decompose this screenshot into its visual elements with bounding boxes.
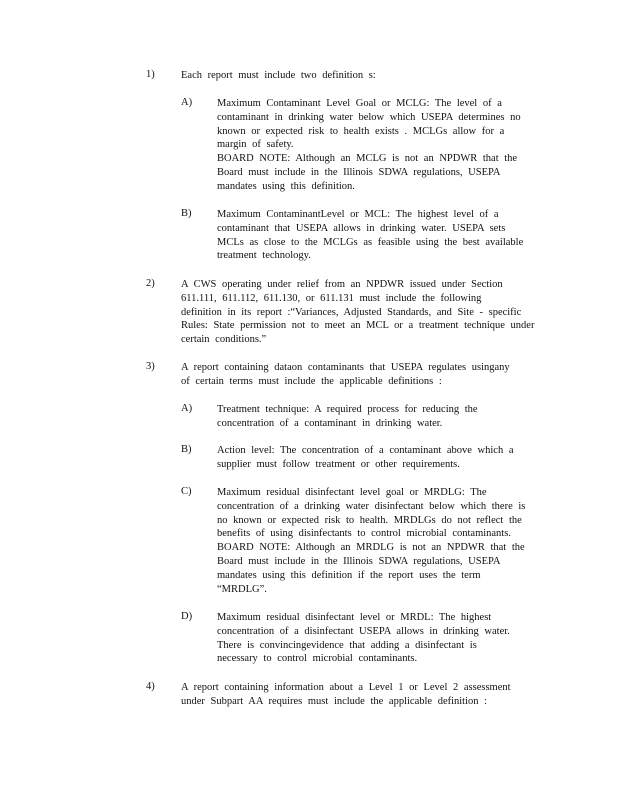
item-line: under Subpart AA requires must include the applicable definition : [181,695,488,707]
sub-item-text [217,444,539,472]
board-note-line: BOARD NOTE: Although an MCLG is not an NPDWR that the [217,153,518,165]
sub-item-letter: A) [181,97,193,108]
sub-item-line: benefits of using disinfectants to control microbial contaminants. [217,528,511,540]
sub-item-line: concentration of a drinking water disinfectant below which there is [217,500,526,512]
sub-item-line: MCLs as close to the MCLGs as feasible using the best available [217,236,524,248]
sub-item-letter: C) [181,486,192,497]
sub-item-line: treatment technology. [217,250,311,262]
sub-item-line: Maximum ContaminantLevel or MCL: The highest level of a [217,209,499,220]
item-text [181,69,543,83]
sub-item-line: contaminant that USEPA allows in drinking water. USEPA sets [217,222,506,234]
board-note-line: mandates using this definition if the report uses the term [217,569,481,581]
sub-item-text [217,486,539,596]
item-line: Each report must include two definition s: [181,70,376,81]
sub-item-text [217,611,539,666]
board-note-line: Board must include in the Illinois SDWA regulations, USEPA [217,555,501,567]
sub-item-line: Action level: The concentration of a contaminant above which a [217,445,514,456]
sub-item-line: margin of safety. [217,139,294,151]
sub-item-line: necessary to control microbial contaminants. [217,653,418,665]
item-line: 611.111, 611.112, 611.130, or 611.131 must include the following [181,292,482,304]
item-number: 1) [146,69,155,80]
sub-item-letter: D) [181,611,193,622]
item-number: 4) [146,681,155,692]
sub-item-line: supplier must follow treatment or other requirements. [217,458,460,470]
sub-item-text [217,97,539,194]
item-text [181,681,543,709]
item-number: 2) [146,278,155,289]
item-text [181,278,543,347]
item-line: Rules: State permission not to meet an MCL or a treatment technique under [181,320,535,332]
sub-item-text [217,208,539,263]
sub-item-line: Maximum Contaminant Level Goal or MCLG: The level of a [217,98,502,109]
item-text [181,361,543,389]
board-note-line: Board must include in the Illinois SDWA regulations, USEPA [217,166,501,178]
sub-item-text [217,403,539,431]
sub-item-line: concentration of a disinfectant USEPA allows in drinking water. [217,625,510,637]
board-note-line: BOARD NOTE: Although an MRDLG is not an NPDWR that the [217,542,525,554]
item-line: A CWS operating under relief from an NPDWR issued under Section [181,279,503,290]
sub-item-line: concentration of a contaminant in drinking water. [217,417,443,429]
sub-item-line: Maximum residual disinfectant level or MRDL: The highest [217,612,492,623]
board-note-line: mandates using this definition. [217,180,355,192]
sub-item-line: no known or expected risk to health. MRDLGs do not reflect the [217,514,522,526]
sub-item-letter: B) [181,444,192,455]
item-line: definition in its report :“Variances, Adjusted Standards, and Site - specific [181,306,522,318]
sub-item-line: There is convincingevidence that adding a disinfectant is [217,639,477,651]
sub-item-line: known or expected risk to health exists . MCLGs allow for a [217,125,505,137]
sub-item-line: contaminant in drinking water below which USEPA determines no [217,111,521,123]
sub-item-line: Treatment technique: A required process for reducing the [217,404,478,415]
item-line: of certain terms must include the applicable definitions : [181,375,442,387]
item-line: A report containing dataon contaminants that USEPA regulates usingany [181,362,510,373]
board-note-line: “MRDLG”. [217,583,267,595]
sub-item-line: Maximum residual disinfectant level goal or MRDLG: The [217,487,487,498]
item-line: A report containing information about a Level 1 or Level 2 assessment [181,682,511,693]
sub-item-letter: B) [181,208,192,219]
sub-item-letter: A) [181,403,193,414]
item-line: certain conditions.” [181,334,267,346]
item-number: 3) [146,361,155,372]
